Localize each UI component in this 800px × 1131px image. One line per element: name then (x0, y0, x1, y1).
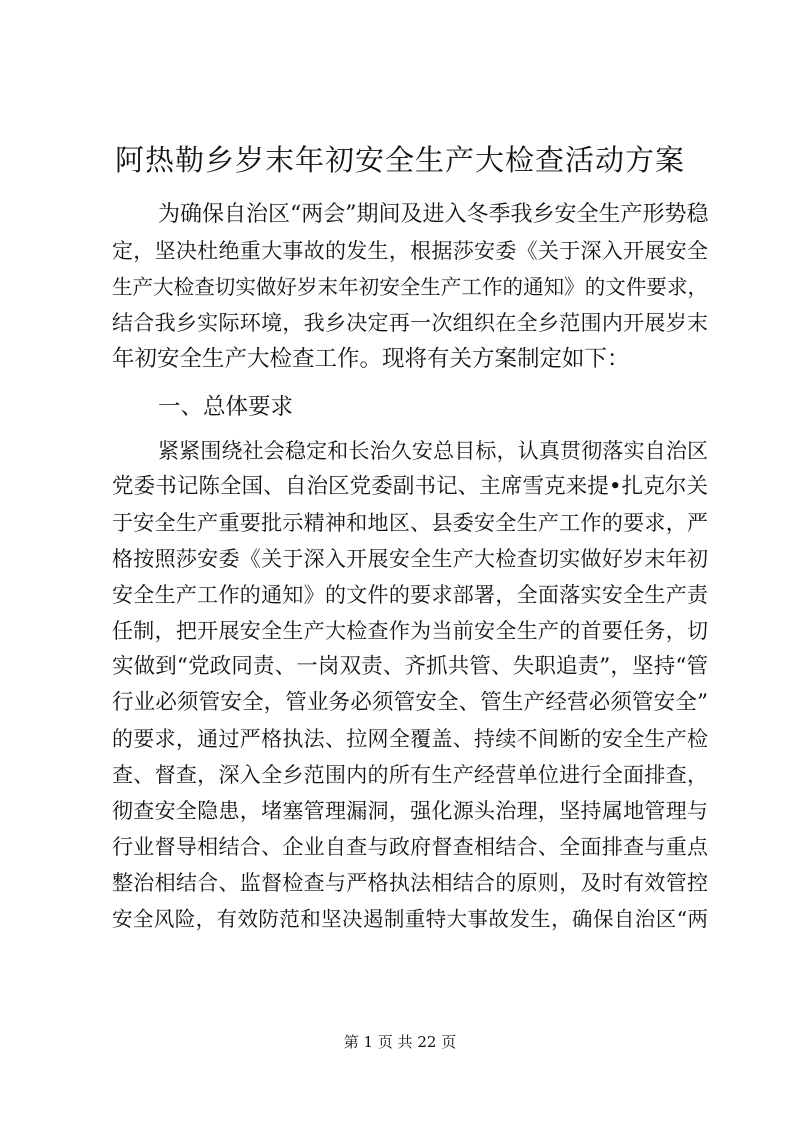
paragraph-line: 格按照莎安委《关于深入开展安全生产大检查切实做好岁末年初 (112, 547, 708, 571)
paragraph-line: 行业督导相结合、企业自查与政府督查相结合、全面排查与重点 (112, 835, 708, 859)
paragraph-line: 安全风险，有效防范和坚决遏制重特大事故发生，确保自治区“两 (112, 907, 708, 931)
paragraph-line: 安全生产工作的通知》的文件的要求部署，全面落实安全生产责 (112, 583, 708, 607)
paragraph-line: 紧紧围绕社会稳定和长治久安总目标，认真贯彻落实自治区 (158, 439, 708, 463)
paragraph-line: 整治相结合、监督检查与严格执法相结合的原则，及时有效管控 (112, 871, 708, 895)
paragraph-line: 定，坚决杜绝重大事故的发生，根据莎安委《关于深入开展安全 (112, 239, 708, 263)
page-number-footer: 第 1 页 共 22 页 (343, 1033, 457, 1051)
paragraph-line: 任制，把开展安全生产大检查作为当前安全生产的首要任务，切 (112, 619, 708, 643)
paragraph-line: 为确保自治区“两会”期间及进入冬季我乡安全生产形势稳 (158, 202, 709, 227)
paragraph-line: 行业必须管安全，管业务必须管安全、管生产经营必须管安全” (112, 690, 708, 715)
paragraph-line: 党委书记陈全国、自治区党委副书记、主席雪克来提•扎克尔关 (112, 474, 708, 499)
paragraph-line: 查、督查，深入全乡范围内的所有生产经营单位进行全面排查， (112, 763, 708, 787)
document-title: 阿热勒乡岁末年初安全生产大检查活动方案 (114, 143, 685, 177)
paragraph-line: 于安全生产重要批示精神和地区、县委安全生产工作的要求，严 (112, 511, 708, 535)
paragraph-line: 生产大检查切实做好岁末年初安全生产工作的通知》的文件要求， (112, 275, 708, 299)
section-heading: 一、总体要求 (158, 394, 294, 420)
paragraph-line: 实做到“党政同责、一岗双责、齐抓共管、失职追责”，坚持“管 (112, 654, 708, 679)
paragraph-line: 结合我乡实际环境，我乡决定再一次组织在全乡范围内开展岁末 (112, 311, 708, 335)
paragraph-line: 年初安全生产大检查工作。现将有关方案制定如下： (112, 346, 630, 372)
paragraph-line: 的要求，通过严格执法、拉网全覆盖、持续不间断的安全生产检 (112, 727, 708, 751)
paragraph-line: 彻查安全隐患，堵塞管理漏洞，强化源头治理，坚持属地管理与 (112, 799, 708, 823)
